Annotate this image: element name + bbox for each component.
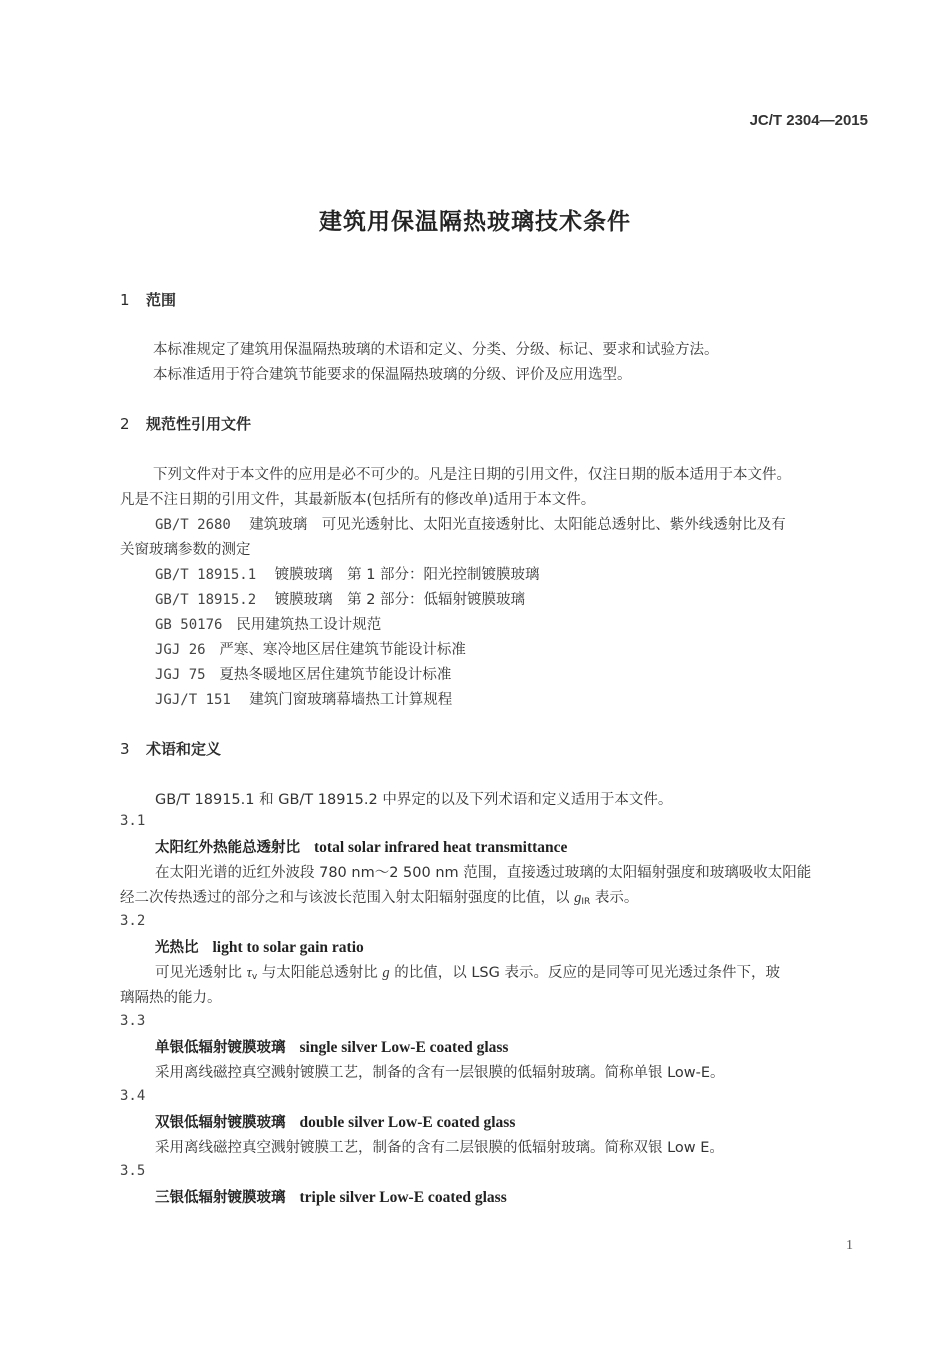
- reference-item: [155, 513, 786, 534]
- reference-code: JGJ/T 151: [155, 692, 231, 708]
- reference-code: GB 50176: [155, 617, 223, 633]
- reference-title: 镀膜玻璃 第 2 部分：低辐射镀膜玻璃: [274, 592, 526, 608]
- paragraph: GB/T 18915.1 和 GB/T 18915.2 中界定的以及下列术语和定义适用于本文件。: [155, 792, 673, 808]
- reference-item: [155, 613, 381, 634]
- symbol-tau: τ: [246, 965, 252, 981]
- term-heading: [155, 836, 567, 857]
- reference-title-continued: 关窗玻璃参数的测定: [120, 542, 251, 558]
- term-heading: [155, 1111, 515, 1132]
- standard-number: JC/T 2304—2015: [749, 112, 868, 129]
- section-3-heading: [120, 738, 221, 759]
- term-en: total solar infrared heat transmittance: [314, 839, 568, 856]
- paragraph: 本标准规定了建筑用保温隔热玻璃的术语和定义、分类、分级、标记、要求和试验方法。: [153, 342, 719, 358]
- paragraph: 下列文件对于本文件的应用是必不可少的。凡是注日期的引用文件，仅注日期的版本适用于本文件。: [153, 467, 791, 483]
- paragraph: 凡是不注日期的引用文件，其最新版本(包括所有的修改单)适用于本文件。: [120, 492, 596, 508]
- definition-text: 的比值，以 LSG 表示。反应的是同等可见光透过条件下，玻: [389, 965, 780, 981]
- reference-code: GB/T 2680: [155, 517, 231, 533]
- term-definition: [120, 886, 638, 907]
- reference-title: 民用建筑热工设计规范: [236, 617, 382, 633]
- term-en: light to solar gain ratio: [212, 939, 364, 956]
- term-definition: 采用离线磁控真空溅射镀膜工艺，制备的含有二层银膜的低辐射玻璃。简称双银 Low E。: [155, 1140, 724, 1156]
- section-number: 2: [120, 415, 130, 433]
- section-title: 规范性引用文件: [146, 415, 252, 433]
- term-zh: 双银低辐射镀膜玻璃: [155, 1115, 286, 1131]
- reference-code: GB/T 18915.1: [155, 567, 257, 583]
- term-en: double silver Low-E coated glass: [299, 1114, 516, 1131]
- term-heading: [155, 1186, 507, 1207]
- paragraph: 本标准适用于符合建筑节能要求的保温隔热玻璃的分级、评价及应用选型。: [153, 367, 632, 383]
- term-number: 3.3: [120, 1013, 146, 1029]
- reference-item: [155, 638, 466, 659]
- term-number: 3.2: [120, 913, 146, 929]
- term-zh: 太阳红外热能总透射比: [155, 840, 300, 856]
- definition-text: 与太阳能总透射比: [257, 965, 383, 981]
- page-number: 1: [846, 1238, 853, 1253]
- term-number: 3.1: [120, 813, 146, 829]
- term-definition: [155, 961, 780, 982]
- section-1-heading: [120, 289, 176, 310]
- term-number: 3.4: [120, 1088, 146, 1104]
- section-title: 术语和定义: [146, 740, 222, 758]
- definition-text: 可见光透射比: [155, 965, 247, 981]
- reference-title: 建筑玻璃 可见光透射比、太阳光直接透射比、太阳能总透射比、紫外线透射比及有: [249, 517, 786, 533]
- section-2-heading: [120, 413, 251, 434]
- term-zh: 三银低辐射镀膜玻璃: [155, 1190, 286, 1206]
- term-definition: 璃隔热的能力。: [120, 990, 222, 1006]
- reference-title: 建筑门窗玻璃幕墙热工计算规程: [249, 692, 453, 708]
- reference-title: 夏热冬暖地区居住建筑节能设计标准: [219, 667, 452, 683]
- term-number: 3.5: [120, 1163, 146, 1179]
- reference-item: [155, 588, 525, 609]
- reference-title: 镀膜玻璃 第 1 部分：阳光控制镀膜玻璃: [274, 567, 540, 583]
- symbol-g: g: [382, 965, 390, 981]
- term-en: triple silver Low-E coated glass: [299, 1189, 507, 1206]
- section-title: 范围: [146, 291, 177, 309]
- term-heading: [155, 1036, 508, 1057]
- term-zh: 光热比: [155, 940, 199, 956]
- definition-text: 经二次传热透过的部分之和与该波长范围入射太阳辐射强度的比值，以: [120, 890, 575, 906]
- term-definition: 采用离线磁控真空溅射镀膜工艺，制备的含有一层银膜的低辐射玻璃。简称单银 Low-E。: [155, 1065, 725, 1081]
- term-definition: 在太阳光谱的近红外波段 780 nm～2 500 nm 范围，直接透过玻璃的太阳辐射强度和玻璃吸收太阳能: [155, 865, 812, 881]
- reference-item: [155, 563, 540, 584]
- symbol-g: g: [574, 890, 582, 906]
- definition-text: 表示。: [590, 890, 639, 906]
- document-title: 建筑用保温隔热玻璃技术条件: [319, 209, 631, 235]
- symbol-subscript: IR: [581, 897, 591, 907]
- reference-code: JGJ 26: [155, 642, 206, 658]
- reference-item: [155, 663, 451, 684]
- term-en: single silver Low-E coated glass: [299, 1039, 509, 1056]
- term-zh: 单银低辐射镀膜玻璃: [155, 1040, 286, 1056]
- term-heading: [155, 936, 364, 957]
- section-number: 3: [120, 740, 130, 758]
- reference-title: 严寒、寒冷地区居住建筑节能设计标准: [219, 642, 466, 658]
- reference-item: [155, 688, 452, 709]
- section-number: 1: [120, 291, 130, 309]
- reference-code: GB/T 18915.2: [155, 592, 257, 608]
- reference-code: JGJ 75: [155, 667, 206, 683]
- symbol-subscript: v: [251, 972, 258, 982]
